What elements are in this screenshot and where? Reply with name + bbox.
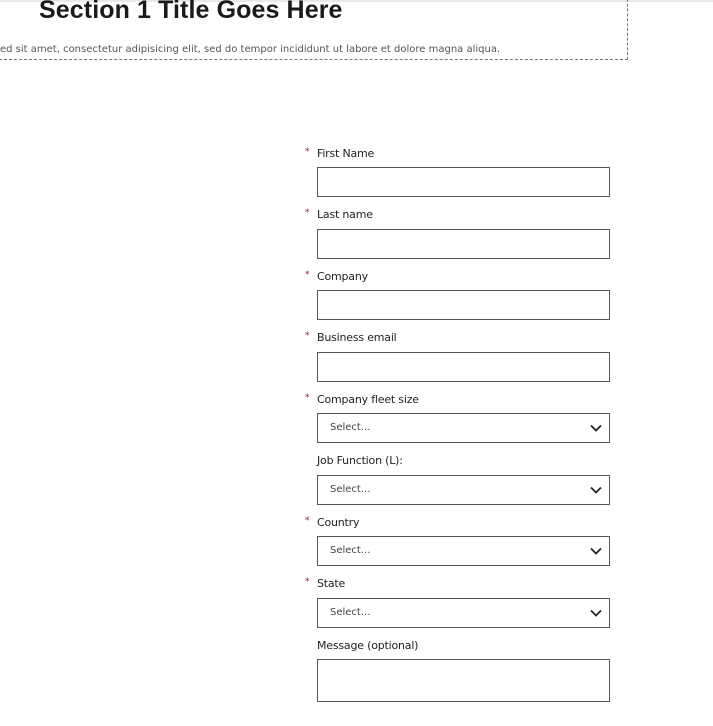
- country-label: Country: [317, 516, 360, 529]
- job-function-value: Select...: [330, 484, 371, 495]
- last-name-input[interactable]: [317, 229, 610, 259]
- fleet-size-value: Select...: [330, 422, 371, 433]
- company-input[interactable]: [317, 290, 610, 320]
- last-name-label: Last name: [317, 208, 373, 221]
- chevron-down-icon: [589, 421, 603, 435]
- required-marker: *: [305, 208, 310, 218]
- section-title: Section 1 Title Goes Here: [39, 0, 343, 24]
- first-name-label: First Name: [317, 147, 375, 160]
- business-email-label: Business email: [317, 331, 397, 344]
- required-marker: *: [305, 270, 310, 280]
- job-function-label: Job Function (L):: [317, 454, 403, 467]
- section-body-text: ed sit amet, consectetur adipisicing elit, sed do tempor incididunt ut labore et dolore magna aliqua.: [0, 44, 501, 55]
- business-email-input[interactable]: [317, 352, 610, 382]
- required-marker: *: [305, 331, 310, 341]
- message-textarea[interactable]: [317, 659, 610, 702]
- state-value: Select...: [330, 607, 371, 618]
- first-name-input[interactable]: [317, 167, 610, 197]
- required-marker: *: [305, 147, 310, 157]
- company-label: Company: [317, 270, 368, 283]
- chevron-down-icon: [589, 606, 603, 620]
- fleet-size-label: Company fleet size: [317, 393, 419, 406]
- chevron-down-icon: [589, 544, 603, 558]
- required-marker: *: [305, 393, 310, 403]
- country-value: Select...: [330, 545, 371, 556]
- message-label: Message (optional): [317, 639, 419, 652]
- state-label: State: [317, 577, 346, 590]
- chevron-down-icon: [589, 483, 603, 497]
- job-function-select[interactable]: [317, 475, 610, 505]
- required-marker: *: [305, 516, 310, 526]
- country-select[interactable]: [317, 536, 610, 566]
- state-select[interactable]: [317, 598, 610, 628]
- required-marker: *: [305, 577, 310, 587]
- fleet-size-select[interactable]: [317, 413, 610, 443]
